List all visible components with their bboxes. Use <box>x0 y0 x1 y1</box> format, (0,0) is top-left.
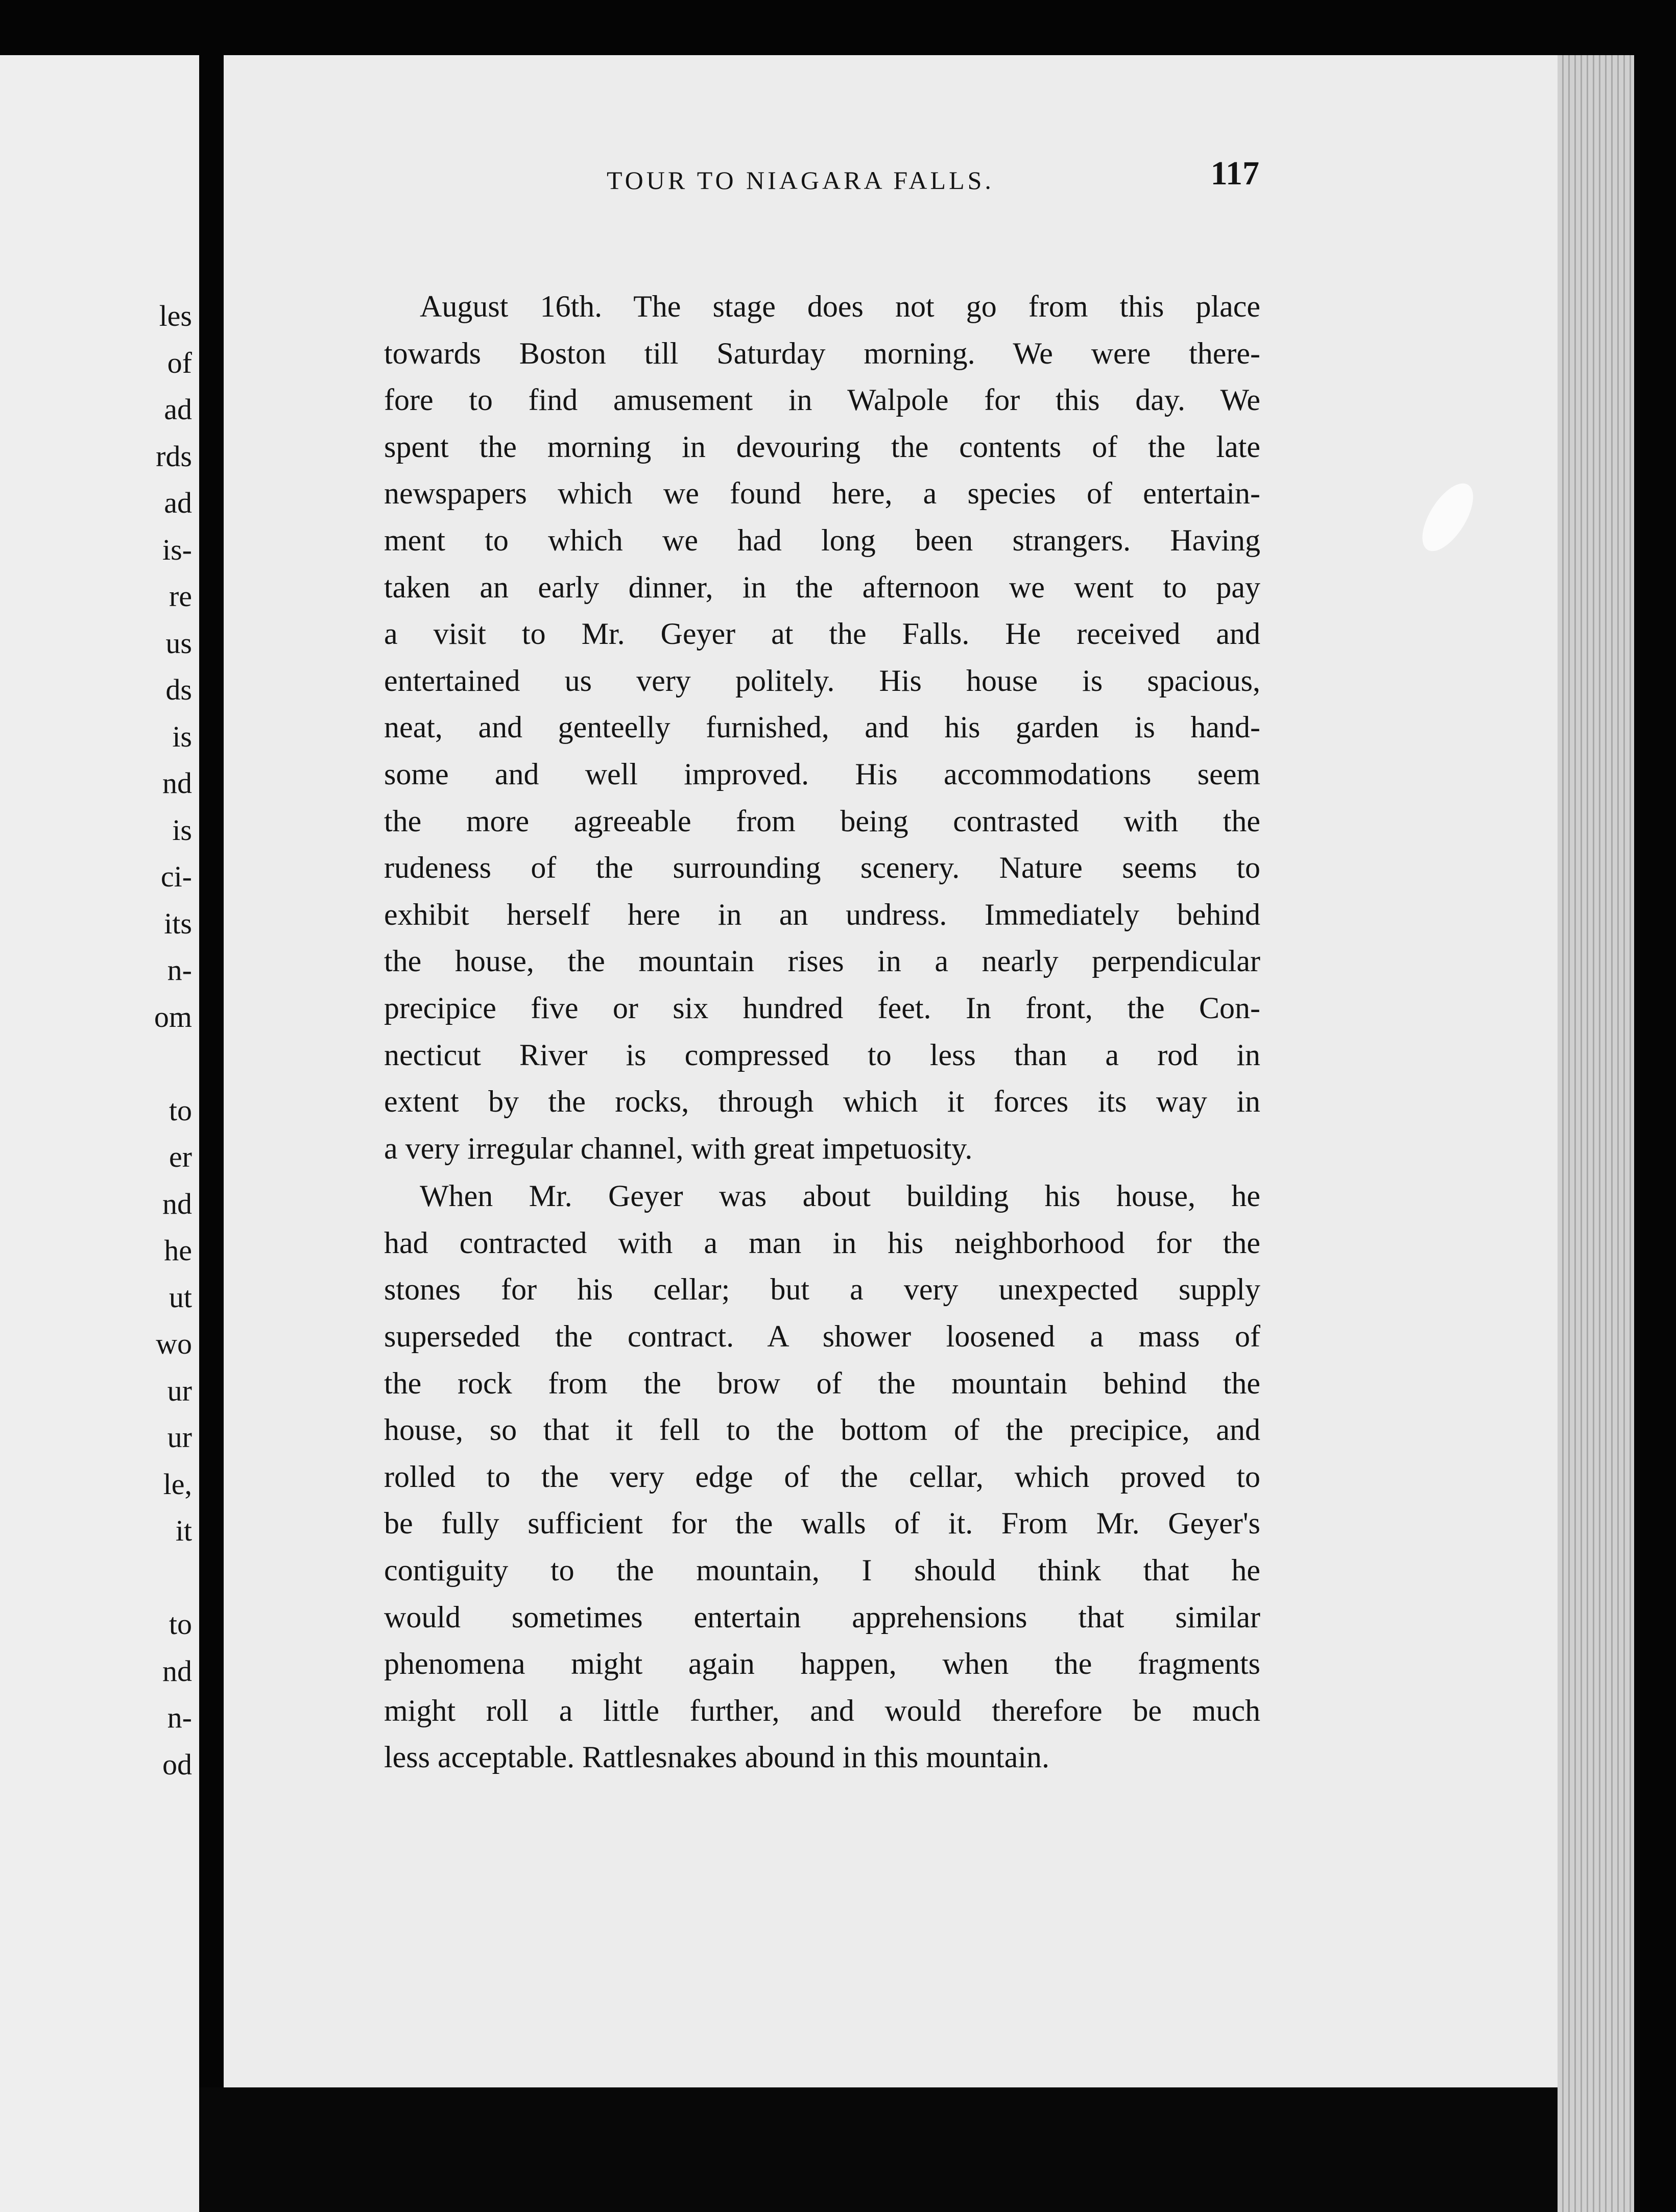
left-text-fragment <box>90 1040 192 1087</box>
text-line: less acceptable. Rattlesnakes abound in this mountain. <box>384 1740 1050 1774</box>
text-line: rudeness of the surrounding scenery. Nature seems to <box>384 851 1260 885</box>
text-line: had contracted with a man in his neighborhood for the <box>384 1225 1260 1260</box>
text-line: contiguity to the mountain, I should think that he <box>384 1553 1260 1588</box>
text-line: superseded the contract. A shower loosened a mass of <box>384 1319 1260 1354</box>
left-text-fragment: he <box>164 1234 192 1267</box>
text-line: entertained us very politely. His house is spacious, <box>384 663 1260 698</box>
left-text-fragment: les <box>159 299 192 332</box>
left-text-fragment: is <box>172 719 192 753</box>
text-line: house, so that it fell to the bottom of the precipice, and <box>384 1413 1260 1447</box>
left-text-fragment: ut <box>169 1280 192 1314</box>
left-text-fragment: ds <box>165 673 192 706</box>
film-top-border <box>0 0 1676 55</box>
paragraph <box>384 283 1260 1172</box>
text-line: exhibit herself here in an undress. Immediately behind <box>384 897 1260 931</box>
text-line: some and well improved. His accommodations seem <box>384 757 1260 791</box>
text-line: the more agreeable from being contrasted with the <box>384 804 1260 838</box>
paragraph <box>384 1173 1260 1781</box>
film-right-border <box>1634 0 1676 2212</box>
text-line: a very irregular channel, with great impetuosity. <box>384 1131 973 1165</box>
body-text <box>384 283 1260 1781</box>
left-text-fragment: it <box>175 1514 192 1547</box>
text-line: might roll a little further, and would therefore be much <box>384 1693 1260 1727</box>
scan-speck <box>1412 475 1483 559</box>
text-line: fore to find amusement in Walpole for this day. We <box>384 383 1260 417</box>
text-line: neat, and genteelly furnished, and his garden is hand- <box>384 710 1260 744</box>
left-text-fragment: er <box>169 1140 192 1173</box>
left-text-fragment: ur <box>167 1421 192 1454</box>
text-line: precipice five or six hundred feet. In front, the Con- <box>384 991 1260 1025</box>
text-line: August 16th. The stage does not go from this place <box>420 290 1260 323</box>
text-line: the house, the mountain rises in a nearly perpendicular <box>384 944 1260 978</box>
left-text-fragment: n- <box>167 1701 192 1734</box>
text-line: would sometimes entertain apprehensions that similar <box>384 1600 1260 1634</box>
text-line: be fully sufficient for the walls of it. From Mr. Geyer's <box>384 1506 1260 1541</box>
text-line: a visit to Mr. Geyer at the Falls. He received and <box>384 617 1260 651</box>
left-text-fragment: rds <box>156 439 192 473</box>
left-text-fragment <box>90 1554 192 1601</box>
text-line: taken an early dinner, in the afternoon we went to pay <box>384 570 1260 604</box>
left-text-fragment: n- <box>167 953 192 987</box>
left-text-fragment: nd <box>162 766 192 800</box>
left-text-fragment: ur <box>167 1374 192 1407</box>
page-number: 117 <box>1210 155 1259 192</box>
left-text-fragment: le, <box>163 1467 192 1501</box>
left-text-fragment: re <box>169 580 192 613</box>
text-line: extent by the rocks, through which it forces its way in <box>384 1085 1260 1119</box>
left-text-fragment: ad <box>164 393 192 426</box>
film-bottom-border <box>199 2087 1558 2212</box>
left-text-fragment: us <box>165 626 192 660</box>
left-facing-page <box>0 55 199 2212</box>
text-line: newspapers which we found here, a species of entertain- <box>384 476 1260 511</box>
running-head <box>383 154 1259 200</box>
left-text-fragment: of <box>167 346 192 379</box>
text-line: spent the morning in devouring the contents of the late <box>384 429 1260 464</box>
left-text-fragment: to <box>169 1093 192 1127</box>
text-line: the rock from the brow of the mountain behind the <box>384 1366 1260 1400</box>
text-line: ment to which we had long been strangers. Having <box>384 523 1260 557</box>
text-line: necticut River is compressed to less than a rod in <box>384 1038 1260 1072</box>
text-line: When Mr. Geyer was about building his house, he <box>420 1179 1260 1213</box>
left-text-fragment: to <box>169 1607 192 1641</box>
left-text-fragment: its <box>164 906 192 940</box>
left-text-fragment: om <box>154 1000 192 1033</box>
page-edge-strips <box>1558 55 1634 2212</box>
text-line: towards Boston till Saturday morning. We were there- <box>384 336 1260 370</box>
left-text-fragment: nd <box>162 1187 192 1220</box>
left-text-fragment: od <box>162 1747 192 1781</box>
running-title: TOUR TO NIAGARA FALLS. <box>607 166 994 195</box>
left-page-text-fragments <box>90 293 192 1788</box>
left-text-fragment: nd <box>162 1654 192 1688</box>
left-text-fragment: ad <box>164 486 192 519</box>
left-text-fragment: is <box>172 813 192 847</box>
left-text-fragment: wo <box>156 1327 192 1360</box>
text-line: rolled to the very edge of the cellar, which proved to <box>384 1459 1260 1494</box>
text-line: phenomena might again happen, when the fragments <box>384 1647 1260 1681</box>
text-line: stones for his cellar; but a very unexpected supply <box>384 1272 1260 1307</box>
left-text-fragment: is- <box>162 533 192 566</box>
left-text-fragment: ci- <box>160 860 192 893</box>
book-gutter <box>199 55 224 2212</box>
